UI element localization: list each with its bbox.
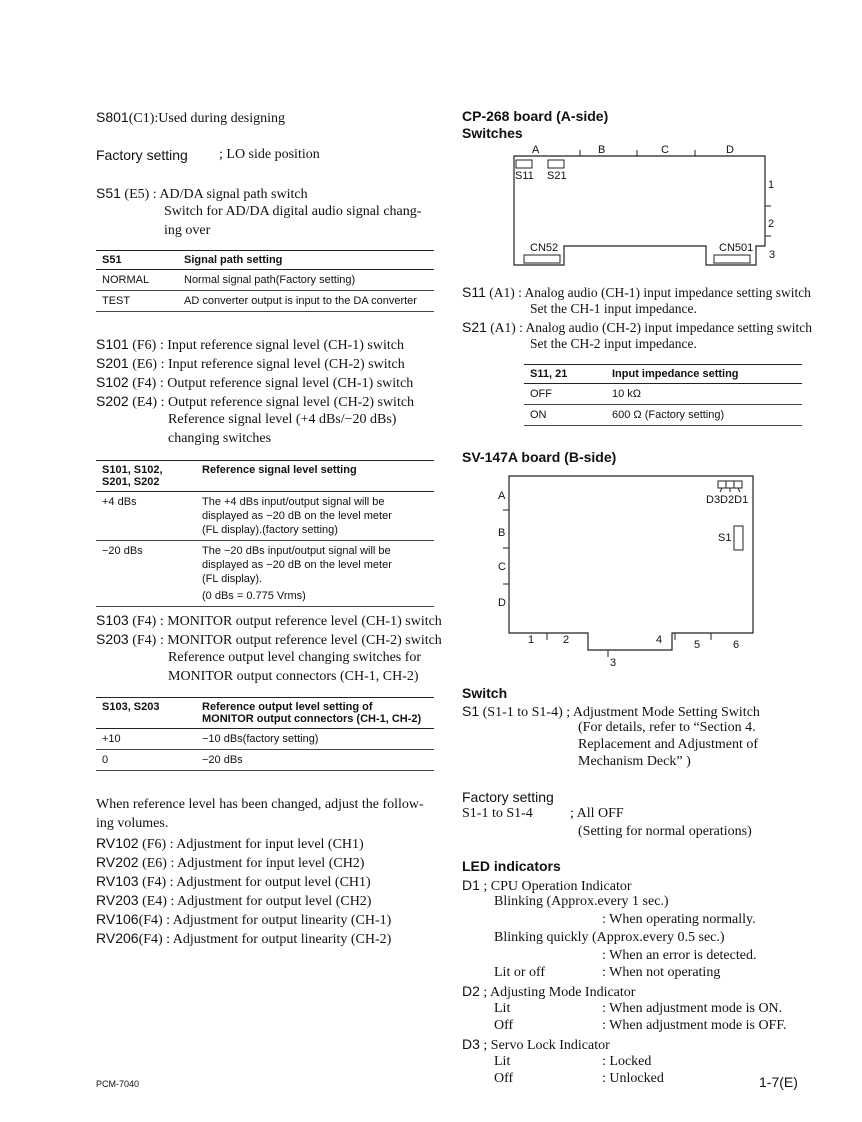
factory-range: S1-1 to S1-4 bbox=[462, 806, 533, 821]
led-labels: D3D2D1 bbox=[706, 494, 749, 506]
factory-setting-label: Factory setting bbox=[96, 147, 188, 163]
cn52-label: CN52 bbox=[530, 242, 559, 254]
table-row: NORMAL Normal signal path(Factory setting) bbox=[96, 270, 434, 291]
s103-line: S103 (F4) : MONITOR output reference level (CH-1) switch bbox=[96, 612, 442, 629]
s102-line: S102 (F4) : Output reference signal level (CH-1) switch bbox=[96, 374, 414, 391]
table-header: S103, S203 bbox=[96, 698, 196, 729]
cn501-connector-icon bbox=[714, 255, 750, 263]
rv106-line: RV106(F4) : Adjustment for output linearity (CH-1) bbox=[96, 911, 392, 928]
cn52-connector-icon bbox=[524, 255, 560, 263]
table-row: −20 dBs The −20 dBs input/output signal will be displayed as −20 dB on the level meter (FL display). bbox=[102, 545, 392, 585]
rv102-line: RV102 (F6) : Adjustment for input level (CH1) bbox=[96, 835, 364, 852]
s51-desc-1: Switch for AD/DA digital audio signal chang- bbox=[164, 204, 422, 219]
table-header: S101, S102, S201, S202 bbox=[96, 461, 196, 492]
table-header: S11, 21 bbox=[524, 365, 606, 384]
col-label: 2 bbox=[563, 634, 570, 646]
s11-switch-icon bbox=[516, 160, 532, 168]
rv202-line: RV202 (E6) : Adjustment for input level (CH2) bbox=[96, 854, 365, 871]
s1-line: S1 (S1-1 to S1-4) ; Adjustment Mode Setting Switch bbox=[462, 703, 760, 720]
s203-line: S203 (F4) : MONITOR output reference level (CH-2) switch bbox=[96, 631, 442, 648]
table-row: +10 −10 dBs(factory setting) bbox=[96, 729, 434, 750]
col-label: C bbox=[661, 144, 669, 156]
d2-off: Off bbox=[494, 1018, 514, 1033]
rv103-line: RV103 (F4) : Adjustment for output level (CH1) bbox=[96, 873, 371, 890]
adjust-text-1: When reference level has been changed, adjust the follow- bbox=[96, 797, 424, 812]
cp268-board-diagram bbox=[500, 140, 790, 270]
col-label: B bbox=[598, 144, 606, 156]
table-row: OFF 10 kΩ bbox=[524, 384, 802, 405]
factory-setting-value: ; LO side position bbox=[219, 147, 320, 162]
switches-subtitle: Switches bbox=[462, 125, 523, 141]
row-label: C bbox=[498, 561, 506, 573]
s51-desc-2: ing over bbox=[164, 223, 211, 238]
table-row: TEST AD converter output is input to the DA converter bbox=[96, 291, 434, 312]
s1-detail-3: Mechanism Deck” ) bbox=[578, 754, 691, 769]
col-label: A bbox=[532, 144, 540, 156]
row-label: A bbox=[498, 490, 506, 502]
s801-line: S801(C1):Used during designing bbox=[96, 109, 286, 126]
table-header: Input impedance setting bbox=[606, 365, 802, 384]
table-header: Reference output level setting of MONITOR output connectors (CH-1, CH-2) bbox=[196, 698, 434, 729]
d2-lit-value: : When adjustment mode is ON. bbox=[602, 1001, 783, 1016]
page-number: 1-7(E) bbox=[759, 1074, 798, 1090]
s21-line: S21 (A1) : Analog audio (CH-2) input impedance setting switch bbox=[462, 319, 812, 335]
s1-detail-1: (For details, refer to “Section 4. bbox=[578, 720, 756, 735]
led-icons bbox=[718, 481, 742, 492]
cn501-label: CN501 bbox=[719, 242, 754, 254]
col-label: 6 bbox=[733, 639, 740, 651]
s11-label: S11 bbox=[515, 170, 534, 182]
row-label: 3 bbox=[769, 249, 776, 261]
row-label: D bbox=[498, 597, 506, 609]
d3-off: Off bbox=[494, 1071, 514, 1086]
d1-quick: Blinking quickly (Approx.every 0.5 sec.) bbox=[494, 930, 725, 945]
d1-lit-value: : When not operating bbox=[602, 965, 721, 980]
footer-model: PCM-7040 bbox=[96, 1079, 140, 1089]
factory-setting-label-2: Factory setting bbox=[462, 789, 554, 805]
d1-line: D1 ; CPU Operation Indicator bbox=[462, 877, 632, 894]
s51-table bbox=[96, 250, 434, 312]
d3-lit-value: : Locked bbox=[602, 1054, 652, 1069]
table-header: S51 bbox=[96, 251, 178, 270]
s21-switch-icon bbox=[548, 160, 564, 168]
s1-label: S1 bbox=[718, 532, 732, 544]
d3-off-value: : Unlocked bbox=[602, 1071, 664, 1086]
ref-level-table bbox=[96, 460, 434, 607]
s101-line: S101 (F6) : Input reference signal level (CH-1) switch bbox=[96, 336, 404, 353]
d1-blink: Blinking (Approx.every 1 sec.) bbox=[494, 894, 669, 909]
row-label: 2 bbox=[768, 218, 775, 230]
ref-desc-1: Reference signal level (+4 dBs/−20 dBs) bbox=[168, 412, 397, 427]
col-label: D bbox=[726, 144, 734, 156]
col-label: 4 bbox=[656, 634, 663, 646]
s1-detail-2: Replacement and Adjustment of bbox=[578, 737, 759, 752]
table-note-row: (0 dBs = 0.775 Vrms) bbox=[96, 589, 434, 607]
monitor-level-table bbox=[96, 697, 434, 771]
row-label: B bbox=[498, 527, 506, 539]
s202-line: S202 (E4) : Output reference signal level (CH-2) switch bbox=[96, 393, 415, 410]
monitor-desc-2: MONITOR output connectors (CH-1, CH-2) bbox=[168, 669, 419, 684]
col-label: 3 bbox=[610, 657, 617, 669]
d1-blink-value: : When operating normally. bbox=[602, 912, 756, 927]
d2-lit: Lit bbox=[494, 1001, 511, 1016]
d3-lit: Lit bbox=[494, 1054, 511, 1069]
switch-title: Switch bbox=[462, 685, 508, 701]
d1-quick-value: : When an error is detected. bbox=[602, 948, 757, 963]
col-label: 5 bbox=[694, 639, 701, 651]
ref-desc-2: changing switches bbox=[168, 431, 272, 446]
monitor-desc-1: Reference output level changing switches for bbox=[168, 650, 422, 665]
table-row: 0 −20 dBs bbox=[96, 750, 434, 771]
d2-off-value: : When adjustment mode is OFF. bbox=[602, 1018, 787, 1033]
adjust-text-2: ing volumes. bbox=[96, 816, 169, 831]
d2-line: D2 ; Adjusting Mode Indicator bbox=[462, 983, 636, 1000]
s11-desc: Set the CH-1 input impedance. bbox=[530, 301, 697, 316]
table-row: +4 dBs The +4 dBs input/output signal will be displayed as −20 dB on the level meter (FL display).(factory setting) bbox=[96, 492, 434, 541]
sv147a-title: SV-147A board (B-side) bbox=[462, 449, 617, 465]
s201-line: S201 (E6) : Input reference signal level (CH-2) switch bbox=[96, 355, 405, 372]
col-label: 1 bbox=[528, 634, 535, 646]
s1-switch-icon bbox=[734, 526, 743, 550]
led-indicators-title: LED indicators bbox=[462, 858, 561, 874]
s21-label: S21 bbox=[547, 170, 567, 182]
rv206-line: RV206(F4) : Adjustment for output linearity (CH-2) bbox=[96, 930, 392, 947]
table-header: Signal path setting bbox=[178, 251, 434, 270]
s51-line: S51 (E5) : AD/DA signal path switch bbox=[96, 185, 308, 202]
row-label: 1 bbox=[768, 179, 775, 191]
factory-note: (Setting for normal operations) bbox=[578, 824, 752, 839]
impedance-table bbox=[524, 364, 802, 426]
d1-lit: Lit or off bbox=[494, 965, 546, 980]
s11-line: S11 (A1) : Analog audio (CH-1) input impedance setting switch bbox=[462, 284, 811, 300]
table-row: ON 600 Ω (Factory setting) bbox=[524, 405, 802, 426]
d3-line: D3 ; Servo Lock Indicator bbox=[462, 1036, 610, 1053]
table-header: Reference signal level setting bbox=[196, 461, 434, 492]
s21-desc: Set the CH-2 input impedance. bbox=[530, 336, 697, 351]
cp268-title: CP-268 board (A-side) bbox=[462, 108, 609, 124]
sv147a-board-diagram bbox=[490, 470, 770, 675]
rv203-line: RV203 (E4) : Adjustment for output level (CH2) bbox=[96, 892, 372, 909]
factory-value-2: ; All OFF bbox=[570, 806, 624, 821]
